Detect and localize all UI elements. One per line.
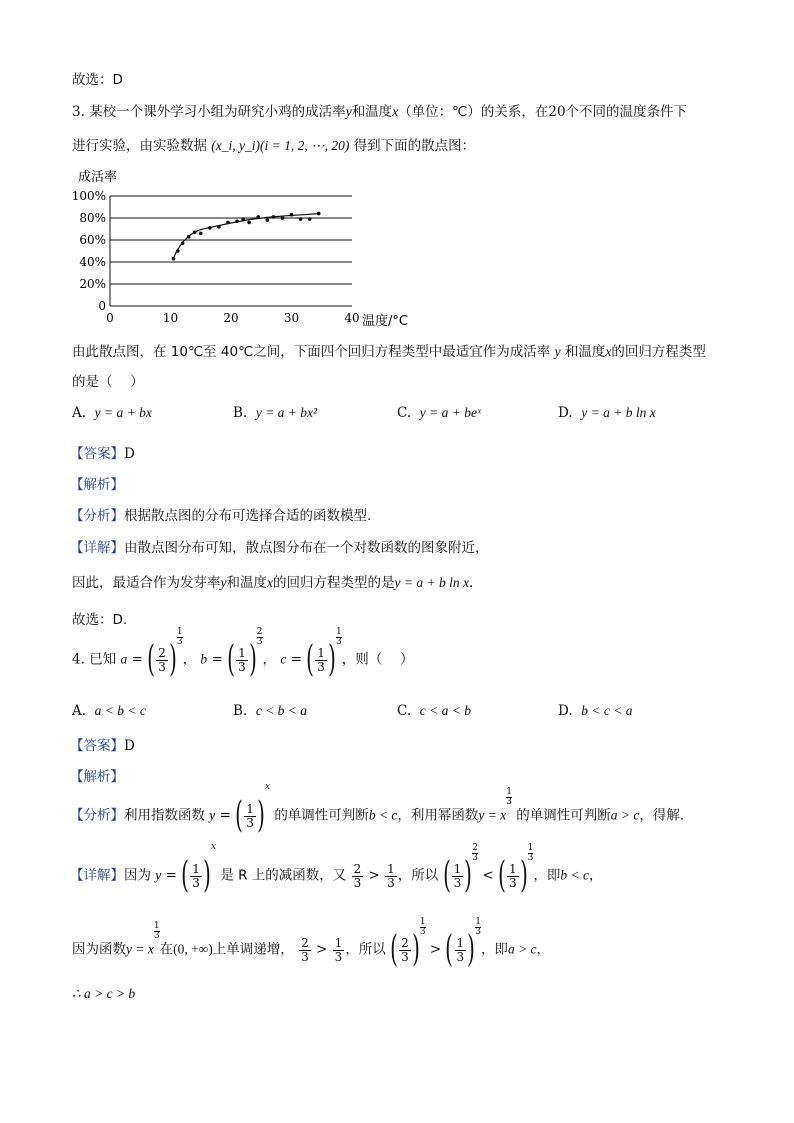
scatter-point xyxy=(217,225,221,229)
scatter-point xyxy=(299,217,303,221)
scatter-chart xyxy=(60,164,440,334)
q3-final: 故选：D. xyxy=(72,612,128,628)
y-tick-label: 0 xyxy=(98,299,106,313)
q4-therefore: ∴ a > c > b xyxy=(72,986,136,1001)
q4-xiangjie-line1: 【详解】因为 y = ( $\frac{1}{3}$ )x 是 R 上的减函数，又 $\frac{2}{3}$ > $\frac{1}{3}$ ，所以 ( $\frac{1}{3}$ ) $\frac{2}{3}$ < ( $\frac{1}{3}$ ) $\frac{1}{3}$ ，即b < c， xyxy=(70,842,603,896)
y-tick-label: 100% xyxy=(71,189,106,203)
x-tick-label: 20 xyxy=(223,311,239,325)
q4-stem: 4. 已知 a = ( $\frac{2}{3}$ ) $\frac{1}{3}$ ， b = ( $\frac{1}{3}$ ) $\frac{2}{3}$ ， c = ( $\frac{1}{3}$ ) $\frac{1}{3}$ ，则（ ） xyxy=(72,627,414,680)
scatter-point xyxy=(317,212,321,216)
q4-option-c[interactable]: C. c < a < b xyxy=(397,703,471,719)
fitted-curve xyxy=(174,214,319,259)
q3-option-c[interactable]: C. y = a + beˣ xyxy=(397,405,481,421)
q3-option-d[interactable]: D. y = a + b ln x xyxy=(558,405,656,421)
q3-fenxi: 【分析】根据散点图的分布可选择合适的函数模型. xyxy=(70,508,372,524)
q4-option-a[interactable]: A. a < b < c xyxy=(72,703,146,719)
q3-analysis-heading: 【解析】 xyxy=(70,477,124,493)
scatter-point xyxy=(256,215,260,219)
chart-x-ticks xyxy=(106,311,359,325)
q4-xiangjie-line2: 因为函数y = x $\frac{1}{3}$ 在(0, +∞)上单调递增， $\frac{2}{3}$ > $\frac{1}{3}$ ，所以 ( $\frac{2}{3}$ ) $\frac{1}{3}$ > ( $\frac{1}{3}$ ) $\frac{1}{3}$ ，即a > c， xyxy=(72,917,551,970)
scatter-point xyxy=(181,242,185,246)
q3-stem-line2: 进行实验，由实验数据 (x_i, y_i)(i = 1, 2, ⋯, 20) 得到下面的散点图： xyxy=(72,138,476,154)
scatter-point xyxy=(199,232,203,236)
y-tick-label: 80% xyxy=(79,211,106,225)
x-tick-label: 30 xyxy=(283,311,300,325)
q4-fenxi: 【分析】利用指数函数 y = ( $\frac{1}{3}$ )x 的单调性可判断b < c，利用幂函数y = x $\frac{1}{3}$ 的单调性可判断a > c，得解. xyxy=(70,782,685,836)
q4-option-b[interactable]: B. c < b < a xyxy=(233,703,308,719)
scatter-point xyxy=(266,218,270,222)
chart-ylabel: 成活率 xyxy=(78,170,118,185)
y-tick-label: 60% xyxy=(79,233,106,247)
scatter-point xyxy=(208,226,212,230)
q3-option-a[interactable]: A. y = a + bx xyxy=(72,405,152,421)
previous-answer-line: 故选：D xyxy=(72,72,123,88)
scatter-point xyxy=(247,221,251,225)
q3-xiangjie: 【详解】由散点图分布可知，散点图分布在一个对数函数的图象附近， xyxy=(70,540,489,556)
scatter-point xyxy=(308,217,312,221)
x-tick-label: 10 xyxy=(162,311,179,325)
scatter-point xyxy=(193,231,197,235)
q3-question-line2: 的是（ ） xyxy=(72,374,144,390)
q4-option-d[interactable]: D. b < c < a xyxy=(558,703,633,719)
scatter-point xyxy=(272,215,276,219)
y-tick-label: 20% xyxy=(79,277,106,291)
q3-question-line1: 由此散点图，在 10℃至 40℃之间，下面四个回归方程类型中最适宜作为成活率 y 和温度x的回归方程类型 xyxy=(72,344,706,360)
q4-analysis-heading: 【解析】 xyxy=(70,769,124,785)
scatter-point xyxy=(176,249,180,253)
scatter-point xyxy=(290,213,294,217)
q3-answer: 【答案】D xyxy=(70,446,135,462)
chart-xlabel: 温度/°C xyxy=(362,314,408,329)
x-tick-label: 40 xyxy=(344,311,360,325)
scatter-point xyxy=(281,216,285,220)
q3-number: 3. xyxy=(72,104,85,120)
scatter-point xyxy=(187,235,191,239)
x-tick-label: 0 xyxy=(106,311,114,325)
y-tick-label: 40% xyxy=(79,255,106,269)
q3-option-b[interactable]: B. y = a + bx² xyxy=(233,405,318,421)
chart-points xyxy=(172,212,321,261)
scatter-point xyxy=(235,220,239,224)
scatter-point xyxy=(226,221,230,225)
scatter-point xyxy=(241,217,245,221)
q3-conclusion: 因此，最适合作为发芽率y和温度x的回归方程类型的是y = a + b ln x. xyxy=(72,575,474,591)
q4-answer: 【答案】D xyxy=(70,738,135,754)
q3-stem-line1: 3. 某校一个课外学习小组为研究小鸡的成活率y和温度x（单位：℃）的关系，在20个不同的温度条件下 xyxy=(72,104,688,120)
data-expression: (x_i, y_i)(i = 1, 2, ⋯, 20) xyxy=(211,138,350,153)
scatter-point xyxy=(172,257,176,261)
chart-y-ticks xyxy=(72,189,106,313)
chart-gridlines xyxy=(110,196,352,306)
